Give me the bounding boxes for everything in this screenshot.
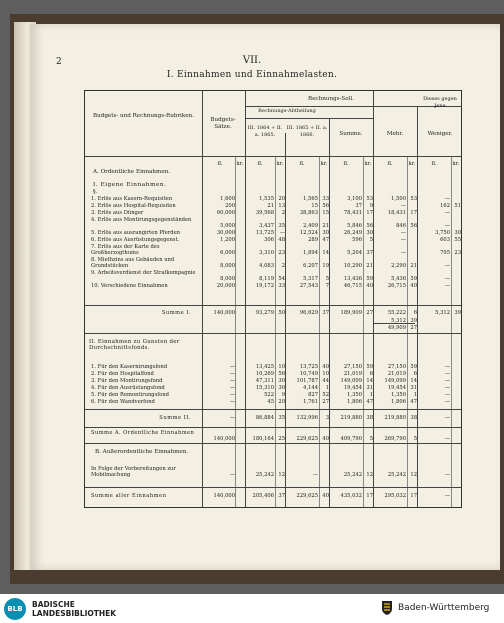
cell-s65: 229,625 bbox=[296, 436, 318, 442]
cell-sumk: 38 bbox=[366, 415, 373, 421]
cell-budget: 8,000 bbox=[220, 276, 235, 282]
cell-mehrk: 38 bbox=[410, 415, 417, 421]
cell-mehr-minus: 5,312 bbox=[391, 318, 406, 324]
cell-sumk: 6 bbox=[369, 371, 373, 377]
row-divider bbox=[245, 118, 374, 119]
cell-s65: 38,863 bbox=[299, 210, 318, 216]
cell-s65k: 40 bbox=[322, 364, 329, 370]
subsection-II-heading: II. Einnahmen zu Gunsten der Durchschnittsfonds. bbox=[89, 339, 180, 351]
cell-mehrk: 59 bbox=[410, 364, 417, 370]
cell-mehrk: 59 bbox=[410, 276, 417, 282]
row-label: 1. Erlös aus Kasern-Requisiten bbox=[91, 196, 173, 202]
cell-sumk: 27 bbox=[366, 310, 373, 316]
row-label: 4. Für den Ausrüstungsfond bbox=[91, 385, 165, 391]
cell-wen: — bbox=[444, 436, 450, 442]
blb-name[interactable] bbox=[32, 600, 116, 618]
cell-wen: 795 bbox=[440, 250, 450, 256]
row-label: Summe I. bbox=[161, 310, 191, 316]
cell-s65k: 19 bbox=[322, 263, 329, 269]
unit-fl: fl. bbox=[431, 161, 437, 167]
cell-wenk: 23 bbox=[454, 250, 461, 256]
row-label: 5. Erlös aus ausrangirten Pferden bbox=[91, 230, 181, 236]
subsection-I-heading: I. Eigene Einnahmen. bbox=[93, 182, 167, 188]
cell-s64: 3,310 bbox=[259, 250, 274, 256]
cell-sum: 1,806 bbox=[347, 399, 362, 405]
cell-s65: 10,749 bbox=[299, 371, 318, 377]
cell-wen: — bbox=[444, 415, 450, 421]
cell-s64k: 9 bbox=[281, 392, 285, 398]
cell-mehr-minus-kr: 39 bbox=[410, 318, 417, 324]
page-number: 2 bbox=[56, 57, 62, 67]
cell-wenk: 39 bbox=[454, 310, 461, 316]
cell-mehr: 21,019 bbox=[387, 371, 406, 377]
unit-kr: kr. bbox=[364, 161, 372, 167]
row-label: 8. Miethzins aus Gebäuden und Grundstücken bbox=[91, 257, 175, 269]
cell-s65: 13,725 bbox=[299, 364, 318, 370]
row-label: 3. Für den Montirungsfond bbox=[91, 378, 163, 384]
cell-s65: 27,543 bbox=[299, 283, 318, 289]
cell-s64: 10,269 bbox=[255, 371, 274, 377]
cell-s65k: 40 bbox=[322, 493, 329, 499]
cell-s65: 1,761 bbox=[303, 399, 318, 405]
cell-s65: 827 bbox=[308, 392, 318, 398]
cell-mehr: 846 bbox=[396, 223, 406, 229]
cell-wen: — bbox=[444, 493, 450, 499]
row-label: Summe II. bbox=[159, 415, 191, 421]
header-rubriken: Budgets- und Rechnungs-Rubriken. bbox=[93, 113, 194, 119]
header-weniger: Weniger. bbox=[427, 131, 453, 137]
row-label: Summe aller Einnahmen bbox=[91, 493, 167, 499]
cell-s65k: 1 bbox=[325, 385, 329, 391]
cell-s65k: 3 bbox=[325, 415, 329, 421]
cell-wen: 5,312 bbox=[435, 310, 450, 316]
cell-s65k: 44 bbox=[322, 378, 329, 384]
cell-s64: 21 bbox=[267, 203, 274, 209]
cell-mehr: 1,500 bbox=[391, 196, 406, 202]
cell-sum: 435,032 bbox=[340, 493, 362, 499]
cell-s64k: 48 bbox=[278, 237, 285, 243]
row-label: In Folge der Vorbereitungen zur Mobilmachung bbox=[91, 466, 176, 478]
cell-s65k: 27 bbox=[322, 399, 329, 405]
cell-sumk: 56 bbox=[366, 223, 373, 229]
cell-sum: 409,790 bbox=[340, 436, 362, 442]
cell-sum: 19,454 bbox=[343, 385, 362, 391]
blb-name-line2: LANDESBIBLIOTHEK bbox=[32, 609, 117, 618]
cell-mehr: 1,806 bbox=[391, 399, 406, 405]
cell-s64k: 20 bbox=[278, 196, 285, 202]
cell-mehrk: 40 bbox=[410, 283, 417, 289]
cell-s64k: 30 bbox=[278, 378, 285, 384]
cell-sum: 13,436 bbox=[343, 276, 362, 282]
cell-s64k: 10 bbox=[278, 364, 285, 370]
cell-s64: 13,425 bbox=[255, 364, 274, 370]
col-divider bbox=[202, 91, 203, 507]
row-label: Summe A. Ordentliche Einnahmen bbox=[91, 430, 195, 436]
col-divider bbox=[285, 133, 286, 507]
cell-wen: — bbox=[444, 378, 450, 384]
cell-mehrk: 17 bbox=[410, 210, 417, 216]
cell-budget: — bbox=[229, 385, 235, 391]
cell-s65k: 40 bbox=[322, 436, 329, 442]
cell-s65k: 5 bbox=[325, 276, 329, 282]
blb-name-line1: BADISCHE bbox=[32, 600, 75, 609]
cell-sumk: 37 bbox=[366, 250, 373, 256]
cell-wen: 3,750 bbox=[435, 230, 450, 236]
cell-s65: 2,409 bbox=[303, 223, 318, 229]
cell-mehrk: 56 bbox=[410, 223, 417, 229]
unit-kr: kr. bbox=[408, 161, 416, 167]
cell-mehr: — bbox=[400, 203, 406, 209]
cell-budget: — bbox=[229, 378, 235, 384]
cell-s64: 13,725 bbox=[255, 230, 274, 236]
cell-s64k: 30 bbox=[278, 385, 285, 391]
cell-wen: — bbox=[444, 385, 450, 391]
cell-s64: 3,437 bbox=[259, 223, 274, 229]
cell-sumk: 12 bbox=[366, 472, 373, 478]
cell-budget: — bbox=[229, 472, 235, 478]
section-a-heading: A. Ordentliche Einnahmen. bbox=[93, 169, 171, 175]
cell-s65k: 33 bbox=[322, 196, 329, 202]
cell-sum: 78,431 bbox=[343, 210, 362, 216]
cell-wenk: 30 bbox=[454, 230, 461, 236]
cell-sumk: 17 bbox=[366, 493, 373, 499]
cell-wenk: 51 bbox=[454, 203, 461, 209]
cell-sum: 5,846 bbox=[347, 223, 362, 229]
cell-s65: 1,894 bbox=[303, 250, 318, 256]
cell-mehrk: 12 bbox=[410, 472, 417, 478]
cell-mehrk: 53 bbox=[410, 196, 417, 202]
col-divider bbox=[245, 91, 246, 507]
cell-mehr: 149,099 bbox=[384, 378, 406, 384]
cell-sumk: 1 bbox=[369, 392, 373, 398]
cell-s64k: 2 bbox=[281, 263, 285, 269]
header-1865: III. 1865 + II. a. 1866. bbox=[286, 125, 328, 138]
header-dieses: Dieses gegen Jene bbox=[423, 96, 457, 109]
cell-s64k: 2 bbox=[281, 210, 285, 216]
cell-s65: 96,629 bbox=[299, 310, 318, 316]
cell-sumk: 17 bbox=[366, 210, 373, 216]
cell-s64k: — bbox=[279, 230, 285, 236]
row-divider bbox=[85, 443, 461, 444]
cell-s65k: 56 bbox=[322, 203, 329, 209]
bw-name[interactable]: Baden-Württemberg bbox=[398, 603, 490, 613]
cell-s64: 19,172 bbox=[255, 283, 274, 289]
cell-sumk: 59 bbox=[366, 276, 373, 282]
row-label: 9. Arbeitsverdienst der Strafkompagnie bbox=[91, 270, 196, 276]
cell-budget: — bbox=[229, 399, 235, 405]
cell-s64: 180,164 bbox=[252, 436, 274, 442]
cell-mehr: — bbox=[400, 250, 406, 256]
cell-budget: 5,000 bbox=[220, 223, 235, 229]
cell-s65k: 21 bbox=[322, 223, 329, 229]
col-divider bbox=[373, 91, 374, 507]
cell-s64: 93,279 bbox=[255, 310, 274, 316]
cell-budget: — bbox=[229, 415, 235, 421]
cell-sumk: 21 bbox=[366, 263, 373, 269]
cell-s64k: 20 bbox=[278, 399, 285, 405]
cell-mehrk: 17 bbox=[410, 493, 417, 499]
header-budget: Budgets-Sätze. bbox=[210, 117, 236, 130]
unit-kr: kr. bbox=[236, 161, 244, 167]
cell-s64: 205,406 bbox=[252, 493, 274, 499]
cell-s65k: 52 bbox=[322, 392, 329, 398]
cell-mehrk: 14 bbox=[410, 378, 417, 384]
cell-mehrk: 47 bbox=[410, 399, 417, 405]
unit-fl: fl. bbox=[217, 161, 223, 167]
cell-s64k: 35 bbox=[278, 415, 285, 421]
cell-budget: 140,000 bbox=[213, 493, 235, 499]
cell-wen: — bbox=[444, 196, 450, 202]
cell-mehr: 27,150 bbox=[387, 364, 406, 370]
cell-sumk: 5 bbox=[369, 237, 373, 243]
cell-budget: 20,000 bbox=[216, 283, 235, 289]
cell-s64k: 50 bbox=[278, 310, 285, 316]
unit-fl: fl. bbox=[343, 161, 349, 167]
cell-s64k: 12 bbox=[278, 472, 285, 478]
cell-mehr: 26,715 bbox=[387, 283, 406, 289]
cell-s64: 25,242 bbox=[255, 472, 274, 478]
cell-mehr: 2,290 bbox=[391, 263, 406, 269]
cell-budget: 1,200 bbox=[220, 237, 235, 243]
kr-divider bbox=[407, 156, 408, 507]
cell-s64: 1,535 bbox=[259, 196, 274, 202]
cell-wen: — bbox=[444, 472, 450, 478]
cell-sumk: 53 bbox=[366, 196, 373, 202]
cell-s64k: 13 bbox=[278, 203, 285, 209]
cell-wen: — bbox=[444, 210, 450, 216]
cell-wen: — bbox=[444, 223, 450, 229]
row-label: 6. Erlös aus Ausrüstungsgegenst. bbox=[91, 237, 180, 243]
cell-s65k: 14 bbox=[322, 250, 329, 256]
cell-wen: — bbox=[444, 364, 450, 370]
cell-budget: 200 bbox=[225, 203, 235, 209]
cell-s65k: 30 bbox=[322, 230, 329, 236]
row-divider bbox=[85, 333, 461, 334]
row-divider bbox=[85, 409, 461, 410]
cell-budget: 6,000 bbox=[220, 250, 235, 256]
cell-s65k: 47 bbox=[322, 237, 329, 243]
header-abteilung: Rechnungs-Abtheilung bbox=[258, 108, 316, 114]
row-label: 7. Erlös aus der Karte des Großherzogthums bbox=[91, 244, 160, 256]
cell-s64: 4,083 bbox=[259, 263, 274, 269]
row-label: 5. Für den Remontirungsfond bbox=[91, 392, 169, 398]
cell-mehrk: 21 bbox=[410, 263, 417, 269]
cell-mehr: 219,880 bbox=[384, 415, 406, 421]
cell-sum: 3,100 bbox=[347, 196, 362, 202]
cell-s65: 6,207 bbox=[303, 263, 318, 269]
cell-sumk: 40 bbox=[366, 283, 373, 289]
cell-s64k: 25 bbox=[278, 436, 285, 442]
cell-wen: — bbox=[444, 276, 450, 282]
cell-wen: — bbox=[444, 263, 450, 269]
row-divider bbox=[85, 427, 461, 428]
cell-sumk: 31 bbox=[366, 385, 373, 391]
cell-sumk: 59 bbox=[366, 364, 373, 370]
cell-wen: 603 bbox=[440, 237, 450, 243]
cell-sumk: 47 bbox=[366, 399, 373, 405]
cell-budget: 140,000 bbox=[213, 310, 235, 316]
unit-kr: kr. bbox=[320, 161, 328, 167]
cell-sum: 219,880 bbox=[340, 415, 362, 421]
cell-s64k: 23 bbox=[278, 250, 285, 256]
row-label: 4. Erlös aus Montirungsgegenständen bbox=[91, 217, 192, 223]
cell-wen: — bbox=[444, 399, 450, 405]
cell-mehr: 5,436 bbox=[391, 276, 406, 282]
header-1864: III. 1864 + II. a. 1865. bbox=[247, 125, 283, 138]
header-summe: Summe. bbox=[339, 131, 363, 137]
cell-s64k: 54 bbox=[278, 276, 285, 282]
cell-sum: 596 bbox=[352, 237, 362, 243]
cell-s64k: 56 bbox=[278, 371, 285, 377]
cell-s64: 522 bbox=[264, 392, 274, 398]
cell-sum: 21,019 bbox=[343, 371, 362, 377]
sum-rule bbox=[373, 323, 415, 324]
cell-s65: 15 bbox=[311, 203, 318, 209]
cell-sum: 1,350 bbox=[347, 392, 362, 398]
cell-wenk: 55 bbox=[454, 237, 461, 243]
cell-s64: 47,311 bbox=[255, 378, 274, 384]
cell-mehrk: 6 bbox=[413, 371, 417, 377]
row-label: 2. Für den Hospitalfond bbox=[91, 371, 154, 377]
cell-sum: 37 bbox=[355, 203, 362, 209]
cell-mehr-net: 49,909 bbox=[387, 325, 406, 331]
cell-s65: 12,524 bbox=[299, 230, 318, 236]
cell-budget: — bbox=[229, 392, 235, 398]
blb-logo[interactable]: BLB bbox=[4, 598, 26, 620]
cell-s65: 1,565 bbox=[303, 196, 318, 202]
kr-divider bbox=[235, 156, 236, 507]
cell-mehr: — bbox=[400, 237, 406, 243]
cell-mehr: 55,222 bbox=[387, 310, 406, 316]
cell-sumk: 5 bbox=[369, 436, 373, 442]
chapter-heading: VII. bbox=[242, 55, 262, 66]
cell-s65: 229,625 bbox=[296, 493, 318, 499]
row-label: 2. Erlös aus Hospital-Requisiten bbox=[91, 203, 176, 209]
cell-s64: 86,884 bbox=[255, 415, 274, 421]
header-soll: Rechnungs-Soll. bbox=[308, 96, 354, 102]
cell-s65: 5,317 bbox=[303, 276, 318, 282]
cell-wen: — bbox=[444, 392, 450, 398]
cell-sum: 25,242 bbox=[343, 472, 362, 478]
cell-s65k: 15 bbox=[322, 210, 329, 216]
cell-s65: 101,787 bbox=[296, 378, 318, 384]
page-title: I. Einnahmen und Einnahmelasten. bbox=[166, 70, 338, 80]
paragraph-mark: §. bbox=[93, 189, 98, 195]
cell-sum: 5,204 bbox=[347, 250, 362, 256]
cell-s65: 289 bbox=[308, 237, 318, 243]
cell-mehr: 19,454 bbox=[387, 385, 406, 391]
cell-s64k: 35 bbox=[278, 223, 285, 229]
header-mehr: Mehr. bbox=[386, 131, 404, 137]
row-label: 10. Verschiedene Einnahmen bbox=[91, 283, 168, 289]
row-divider bbox=[85, 487, 461, 488]
cell-mehr: 1,350 bbox=[391, 392, 406, 398]
cell-s64: 8,119 bbox=[259, 276, 274, 282]
cell-mehr-net-kr: 27 bbox=[410, 325, 417, 331]
cell-wen: — bbox=[444, 371, 450, 377]
cell-s65: 132,996 bbox=[296, 415, 318, 421]
cell-mehrk: 6 bbox=[413, 310, 417, 316]
cell-mehr: 269,790 bbox=[384, 436, 406, 442]
cell-s65k: 10 bbox=[322, 371, 329, 377]
cell-s65: 4,144 bbox=[303, 385, 318, 391]
cell-sumk: 30 bbox=[366, 230, 373, 236]
unit-fl: fl. bbox=[257, 161, 263, 167]
cell-s64k: 33 bbox=[278, 283, 285, 289]
cell-s64: 306 bbox=[264, 237, 274, 243]
cell-sumk: 9 bbox=[369, 203, 373, 209]
cell-sum: 46,715 bbox=[343, 283, 362, 289]
cell-s65: — bbox=[312, 472, 318, 478]
unit-kr: kr. bbox=[452, 161, 460, 167]
cell-mehr: — bbox=[400, 230, 406, 236]
ledger-table bbox=[84, 90, 462, 508]
cell-budget: — bbox=[229, 371, 235, 377]
cell-budget: 8,000 bbox=[220, 263, 235, 269]
unit-kr: kr. bbox=[276, 161, 284, 167]
cell-s65k: 37 bbox=[322, 310, 329, 316]
cell-sum: 189,909 bbox=[340, 310, 362, 316]
coat-of-arms-icon bbox=[380, 600, 394, 616]
cell-s64k: 37 bbox=[278, 493, 285, 499]
section-b-heading: B. Außerordentliche Einnahmen. bbox=[95, 449, 189, 455]
cell-s64: 15,310 bbox=[255, 385, 274, 391]
cell-s64: 45 bbox=[267, 399, 274, 405]
cell-mehrk: 5 bbox=[413, 436, 417, 442]
cell-sum: 27,150 bbox=[343, 364, 362, 370]
row-divider bbox=[85, 305, 461, 306]
cell-wen: — bbox=[444, 283, 450, 289]
cell-mehr: 18,431 bbox=[387, 210, 406, 216]
cell-mehr: 295,032 bbox=[384, 493, 406, 499]
cell-budget: 60,000 bbox=[216, 210, 235, 216]
cell-mehr: 25,242 bbox=[387, 472, 406, 478]
cell-sum: 149,099 bbox=[340, 378, 362, 384]
cell-mehrk: 31 bbox=[410, 385, 417, 391]
cell-sumk: 14 bbox=[366, 378, 373, 384]
cell-s65k: 7 bbox=[325, 283, 329, 289]
cell-budget: 30,000 bbox=[216, 230, 235, 236]
cell-wen: 162 bbox=[440, 203, 450, 209]
row-label: 1. Für den Kasernirungsfond bbox=[91, 364, 168, 370]
row-divider bbox=[85, 156, 461, 157]
cell-sum: 26,249 bbox=[343, 230, 362, 236]
cell-sum: 10,290 bbox=[343, 263, 362, 269]
row-label: 3. Erlös aus Dünger bbox=[91, 210, 144, 216]
cell-budget: — bbox=[229, 364, 235, 370]
unit-fl: fl. bbox=[387, 161, 393, 167]
cell-s64: 39,568 bbox=[255, 210, 274, 216]
unit-fl: fl. bbox=[299, 161, 305, 167]
cell-mehrk: 1 bbox=[413, 392, 417, 398]
row-label: 6. Für den Wandverfond bbox=[91, 399, 155, 405]
cell-budget: 1,600 bbox=[220, 196, 235, 202]
cell-budget: 140,000 bbox=[213, 436, 235, 442]
